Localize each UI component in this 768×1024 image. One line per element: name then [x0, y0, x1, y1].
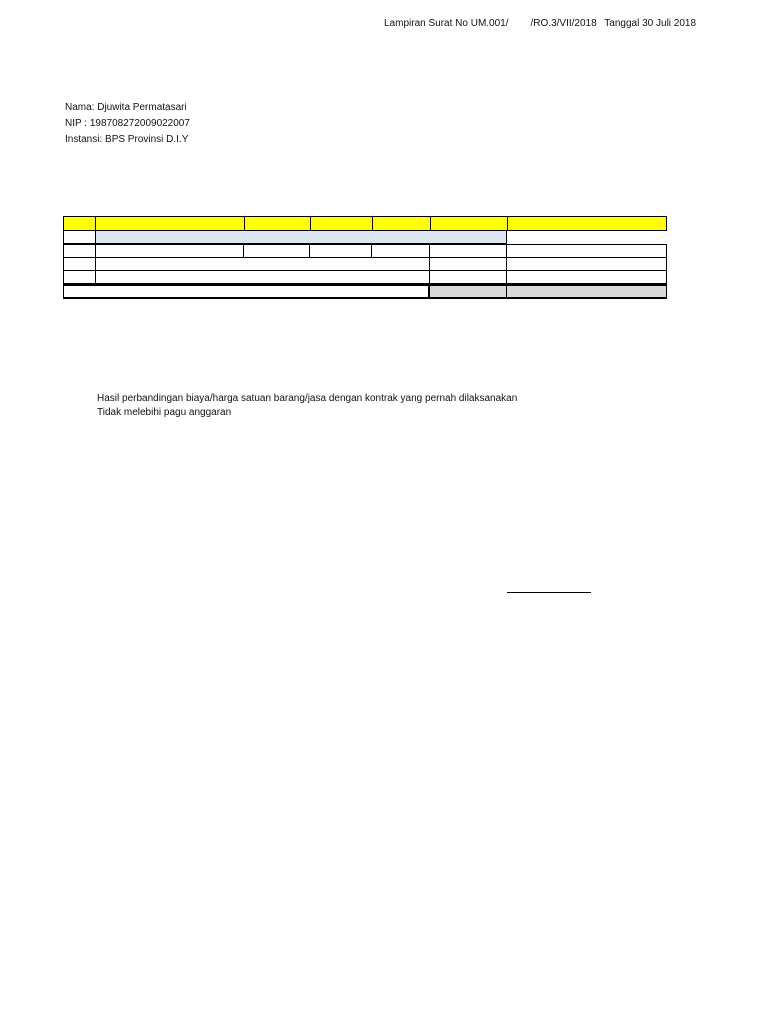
instansi-line: Instansi: BPS Provinsi D.I.Y — [65, 134, 189, 145]
section-empty-cell — [507, 231, 667, 244]
identity-block — [65, 100, 190, 148]
header-cell — [96, 217, 245, 230]
table-cell — [244, 245, 310, 257]
table-row — [63, 271, 667, 284]
total-label-cell — [64, 286, 430, 297]
tanggal-label: Tanggal — [604, 18, 640, 29]
note-comparison: Hasil perbandingan biaya/harga satuan barang/jasa dengan kontrak yang pernah dilaksanakan — [97, 393, 518, 404]
table-cell — [96, 271, 430, 283]
table-header-row — [63, 216, 667, 231]
table-cell — [507, 258, 667, 270]
table-total-row — [63, 284, 667, 299]
note-budget: Tidak melebihi pagu anggaran — [97, 407, 232, 418]
section-label-cell — [96, 231, 507, 244]
header-cell — [431, 217, 508, 230]
header-cell — [373, 217, 431, 230]
table-row — [63, 244, 667, 258]
table-row — [63, 258, 667, 271]
table-cell — [96, 258, 430, 270]
table-cell — [507, 245, 667, 257]
table-cell — [430, 245, 507, 257]
header-cell — [311, 217, 373, 230]
header-cell — [64, 217, 96, 230]
table-cell — [310, 245, 372, 257]
name-line: Nama: Djuwita Permatasari — [65, 102, 187, 113]
total-cell — [430, 286, 507, 297]
table-cell — [372, 245, 430, 257]
table-cell — [507, 271, 667, 283]
header-cell — [245, 217, 311, 230]
number-cell — [63, 231, 96, 244]
table-cell — [96, 245, 244, 257]
lampiran-label: Lampiran — [384, 18, 426, 29]
surat-code: /RO.3/VII/2018 — [530, 18, 597, 29]
header-cell — [508, 217, 666, 230]
table-section-row — [63, 231, 667, 244]
surat-date: 30 Juli 2018 — [642, 18, 697, 29]
signature-line — [507, 592, 591, 593]
surat-number: Surat No UM.001/ — [428, 18, 509, 29]
reference-line — [384, 18, 696, 29]
table-cell — [430, 258, 507, 270]
notes-block — [97, 392, 517, 420]
table-cell — [63, 271, 96, 283]
table-cell — [63, 258, 96, 270]
table-cell — [430, 271, 507, 283]
table-cell — [63, 245, 96, 257]
nip-line: NIP : 198708272009022007 — [65, 118, 190, 129]
total-cell — [507, 286, 666, 297]
